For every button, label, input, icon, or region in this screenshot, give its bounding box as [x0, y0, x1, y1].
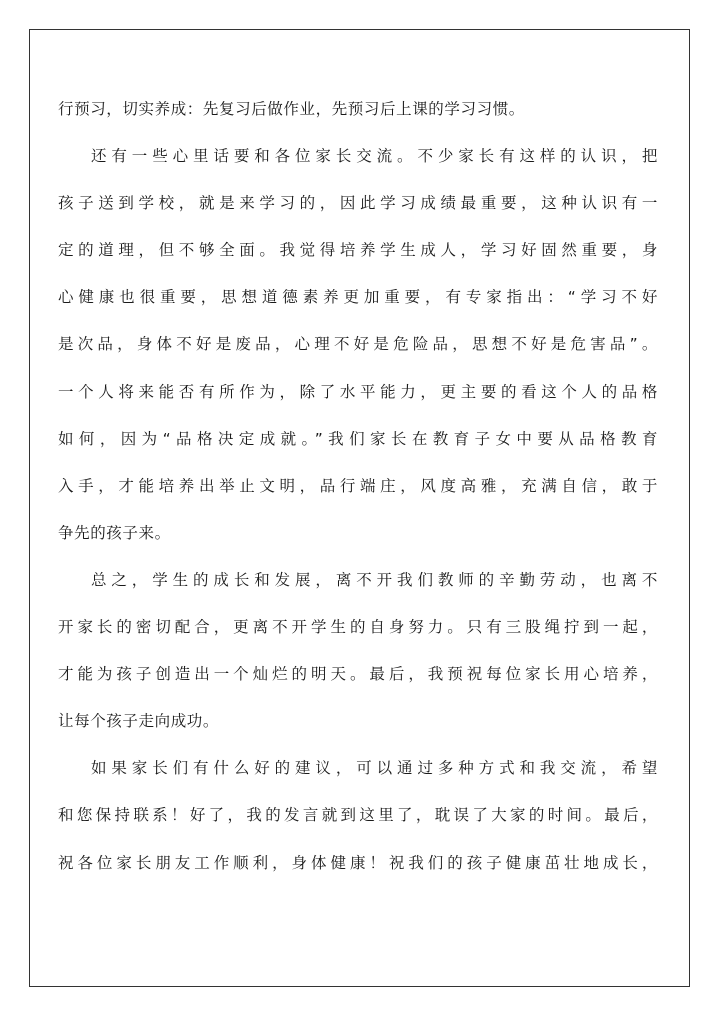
text-line: 孩子送到学校，就是来学习的，因此学习成绩最重要，这种认识有一 — [58, 194, 658, 213]
text-line: 祝各位家长朋友工作顺利，身体健康！祝我们的孩子健康茁壮地成长， — [58, 853, 658, 872]
text-line: 总之，学生的成长和发展，离不开我们教师的辛勤劳动，也离不 — [91, 570, 658, 589]
text-line: 让每个孩子走向成功。 — [58, 712, 220, 731]
text-line: 争先的孩子来。 — [58, 523, 171, 542]
text-line: 才能为孩子创造出一个灿烂的明天。最后，我预祝每位家长用心培养， — [58, 665, 658, 684]
text-line: 心健康也很重要，思想道德素养更加重要，有专家指出：“学习不好 — [58, 288, 658, 307]
text-line: 行预习，切实养成：先复习后做作业，先预习后上课的学习习惯。 — [58, 100, 525, 118]
text-line: 开家长的密切配合，更离不开学生的自身努力。只有三股绳拧到一起， — [58, 618, 658, 637]
text-line: 如何，因为“品格决定成就。”我们家长在教育子女中要从品格教育 — [58, 429, 658, 448]
text-line: 一个人将来能否有所作为，除了水平能力，更主要的看这个人的品格 — [58, 382, 658, 401]
text-line: 入手，才能培养出举止文明，品行端庄，风度高雅，充满自信，敢于 — [58, 476, 658, 495]
text-line: 定的道理，但不够全面。我觉得培养学生成人，学习好固然重要，身 — [58, 241, 658, 260]
text-line: 还有一些心里话要和各位家长交流。不少家长有这样的认识，把 — [91, 147, 658, 166]
text-line: 是次品，身体不好是废品，心理不好是危险品，思想不好是危害品”。 — [58, 335, 658, 354]
text-line: 和您保持联系！好了，我的发言就到这里了，耽误了大家的时间。最后， — [58, 806, 658, 825]
document-body — [58, 94, 658, 895]
text-line: 如果家长们有什么好的建议，可以通过多种方式和我交流，希望 — [91, 759, 658, 778]
